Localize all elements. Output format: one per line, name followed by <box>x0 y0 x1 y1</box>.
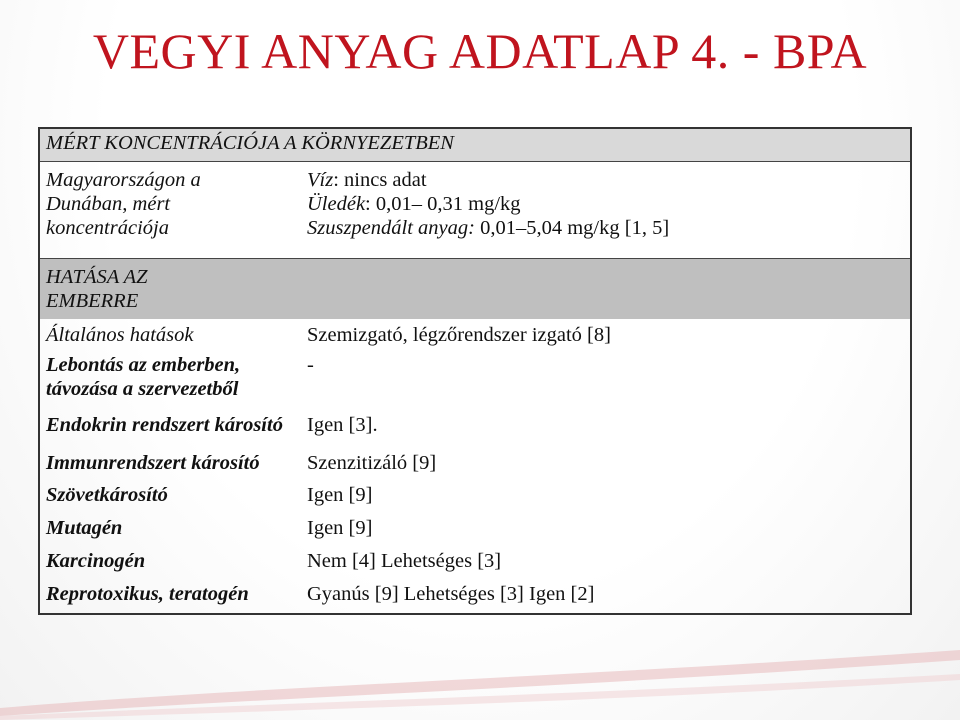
row-label: Karcinogén <box>46 550 146 572</box>
label-line: Dunában, mért <box>46 193 171 215</box>
row-value: Igen [3]. <box>307 414 378 436</box>
value-text: : nincs adat <box>333 169 427 191</box>
table-row <box>39 319 911 353</box>
row-value: Nem [4] Lehetséges [3] <box>307 550 502 572</box>
section-header-effects <box>39 259 301 320</box>
row-value: Szenzitizáló [9] <box>307 452 437 474</box>
row-value: - <box>307 354 314 376</box>
row-value-danube-concentration <box>301 162 911 259</box>
value-prefix: Víz <box>307 169 334 191</box>
value-line <box>307 168 904 192</box>
value-prefix: Üledék <box>307 193 366 215</box>
row-value: Szemizgató, légzőrendszer izgató [8] <box>307 324 611 346</box>
table-row <box>39 514 911 547</box>
page-title: VEGYI ANYAG ADATLAP 4. - BPA <box>92 23 868 79</box>
section-header-filler <box>301 259 911 320</box>
row-label: Immunrendszert károsító <box>46 452 260 474</box>
row-label: Általános hatások <box>46 324 194 346</box>
table-row <box>39 547 911 580</box>
label-line: Magyarországon a <box>46 169 201 191</box>
section-header-row <box>39 128 911 162</box>
row-value: Gyanús [9] Lehetséges [3] Igen [2] <box>307 583 595 605</box>
table-row <box>39 162 911 259</box>
value-text: : 0,01– 0,31 mg/kg <box>365 193 521 215</box>
row-label: Reprotoxikus, teratogén <box>46 583 249 605</box>
table-row <box>39 451 911 481</box>
value-line <box>307 216 904 240</box>
table-row <box>39 580 911 614</box>
value-text: 0,01–5,04 mg/kg [1, 5] <box>474 217 670 239</box>
data-sheet-table <box>38 127 912 615</box>
section-header-concentration: MÉRT KONCENTRÁCIÓJA A KÖRNYEZETBEN <box>39 128 911 162</box>
value-prefix: Szuszpendált anyag: <box>307 217 475 239</box>
row-label-danube-concentration <box>39 162 301 259</box>
header-line: HATÁSA AZ <box>46 266 148 288</box>
row-value: Igen [9] <box>307 484 373 506</box>
table-row <box>39 481 911 514</box>
row-label: Mutagén <box>46 517 123 539</box>
header-line: EMBERRE <box>46 290 139 312</box>
row-value: Igen [9] <box>307 517 373 539</box>
label-line: koncentrációja <box>46 217 169 239</box>
row-label: Endokrin rendszert károsító <box>46 414 283 436</box>
value-line <box>307 192 904 216</box>
table-row <box>39 413 911 451</box>
row-label: Lebontás az emberben, távozása a szervezetből <box>46 354 241 400</box>
table-row <box>39 353 911 413</box>
row-label: Szövetkárosító <box>46 484 168 506</box>
section-header-row <box>39 259 911 320</box>
